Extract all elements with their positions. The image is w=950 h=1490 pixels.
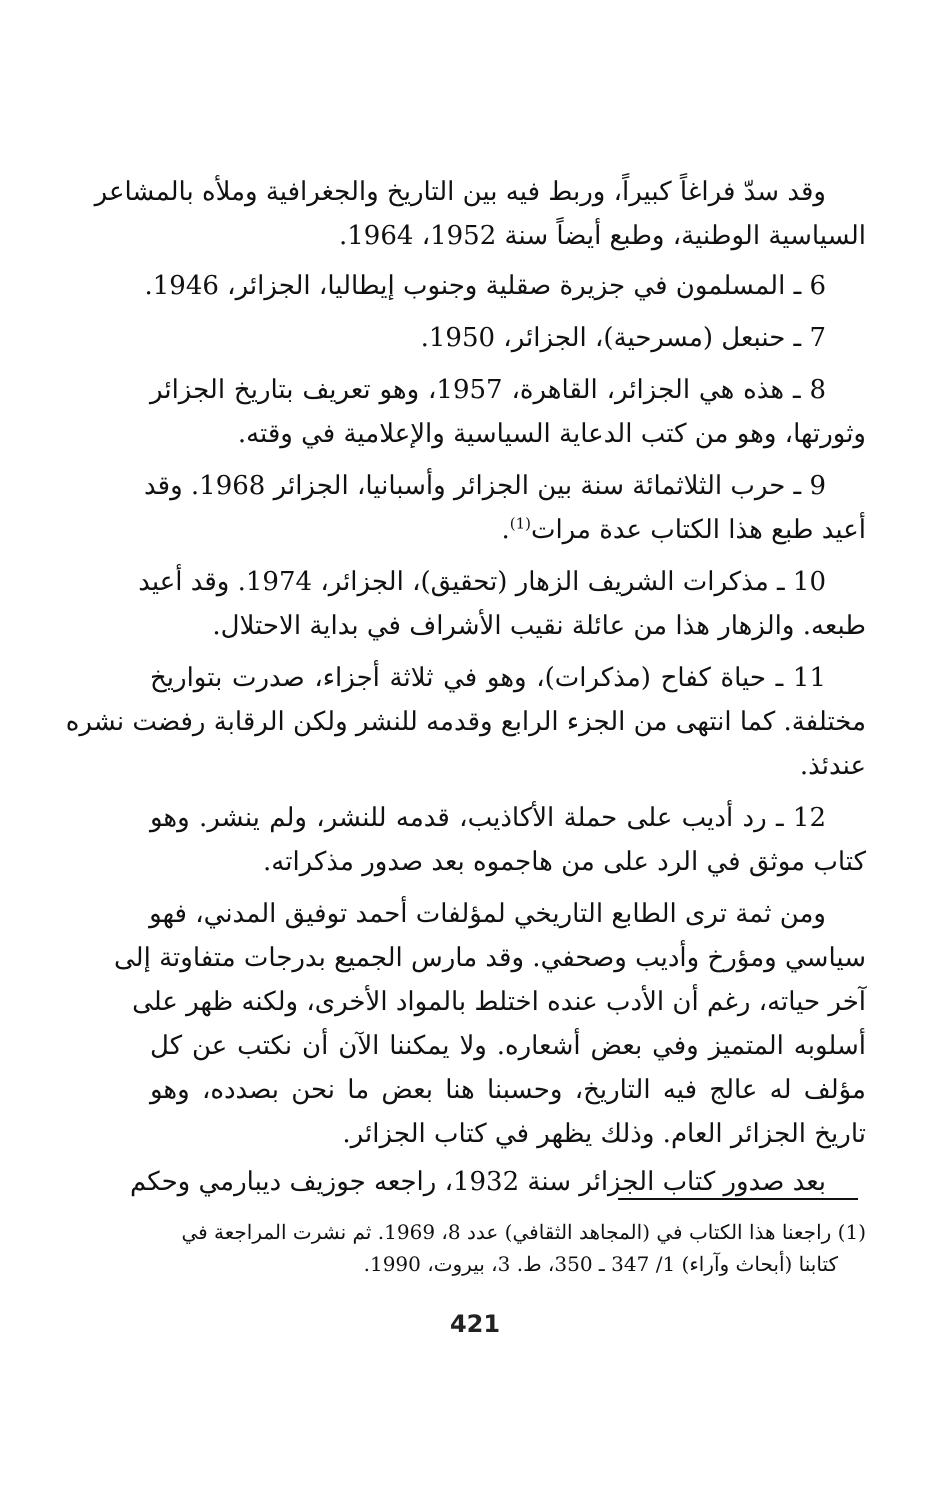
text-line: آخر حياته، رغم أن الأدب عنده اختلط بالمواد الأخرى، ولكنه ظهر على: [132, 987, 866, 1017]
page-body: [65, 170, 866, 1204]
text-line: عندئذ.: [799, 751, 866, 781]
list-item-12: [150, 796, 866, 884]
text-line: 6 ـ المسلمون في جزيرة صقلية وجنوب إيطاليا، الجزائر، 1946.: [144, 271, 826, 301]
footnote: [150, 1216, 866, 1280]
text-line: سياسي ومؤرخ وأديب وصحفي. وقد مارس الجميع بدرجات متفاوتة إلى: [114, 943, 866, 973]
text-line: أسلوبه المتميز وفي بعض أشعاره. ولا يمكننا الآن أن نكتب عن كل: [150, 1031, 866, 1061]
text-line: 10 ـ مذكرات الشريف الزهار (تحقيق)، الجزائر، 1974. وقد أعيد: [138, 567, 826, 597]
text-line: 7 ـ حنبعل (مسرحية)، الجزائر، 1950.: [420, 323, 826, 353]
text-line: تاريخ الجزائر العام. وذلك يظهر في كتاب الجزائر.: [342, 1119, 866, 1149]
footnote-line: كتابنا (أبحاث وآراء) 1/ 347 ـ 350، ط. 3، بيروت، 1990.: [363, 1252, 838, 1276]
text-line: وثورتها، وهو من كتب الدعاية السياسية والإعلامية في وقته.: [237, 419, 866, 449]
text-line: ومن ثمة ترى الطابع التاريخي لمؤلفات أحمد توفيق المدني، فهو: [149, 899, 826, 929]
footnote-line: (1) راجعنا هذا الكتاب في (المجاهد الثقافي) عدد 8، 1969. ثم نشرت المراجعة في: [181, 1220, 866, 1244]
text-line: بعد صدور كتاب الجزائر سنة 1932، راجعه جوزيف ديبارمي وحكم: [129, 1167, 826, 1197]
footnote-reference: (1): [509, 514, 531, 533]
text-line-body: أعيد طبع هذا الكتاب عدة مرات: [530, 515, 866, 545]
text-line: طبعه. والزهار هذا من عائلة نقيب الأشراف في بداية الاحتلال.: [212, 611, 866, 641]
text-line: مختلفة. كما انتهى من الجزء الرابع وقدمه للنشر ولكن الرقابة رفضت نشره: [65, 707, 866, 737]
list-item-9: [144, 464, 866, 552]
text-line: مؤلف له عالج فيه التاريخ، وحسبنا هنا بعض ما نحن بصدده، وهو: [150, 1075, 866, 1105]
paragraph-intro: [94, 170, 866, 258]
text-line: [150, 508, 866, 552]
text-line: كتاب موثق في الرد على من هاجموه بعد صدور مذكراته.: [263, 847, 866, 877]
list-item-8: [150, 368, 866, 456]
text-line: 8 ـ هذه هي الجزائر، القاهرة، 1957، وهو تعريف بتاريخ الجزائر: [150, 375, 826, 405]
list-item-11: [65, 656, 866, 788]
text-line-tail: .: [501, 515, 510, 545]
text-line: 11 ـ حياة كفاح (مذكرات)، وهو في ثلاثة أجزاء، صدرت بتواريخ: [150, 663, 826, 693]
paragraph-main: [114, 892, 866, 1156]
text-line: وقد سدّ فراغاً كبيراً، وربط فيه بين التاريخ والجغرافية وملأه بالمشاعر: [94, 177, 826, 207]
text-line: 12 ـ رد أديب على حملة الأكاذيب، قدمه للنشر، ولم ينشر. وهو: [150, 803, 826, 833]
footnote-divider: [618, 1198, 858, 1200]
text-line: السياسية الوطنية، وطبع أيضاً سنة 1952، 1964.: [339, 221, 866, 251]
list-item-6: [144, 264, 866, 308]
text-line: 9 ـ حرب الثلاثمائة سنة بين الجزائر وأسبانيا، الجزائر 1968. وقد: [144, 471, 826, 501]
page-number: 421: [449, 1310, 501, 1338]
list-item-10: [138, 560, 866, 648]
list-item-7: [150, 316, 866, 360]
